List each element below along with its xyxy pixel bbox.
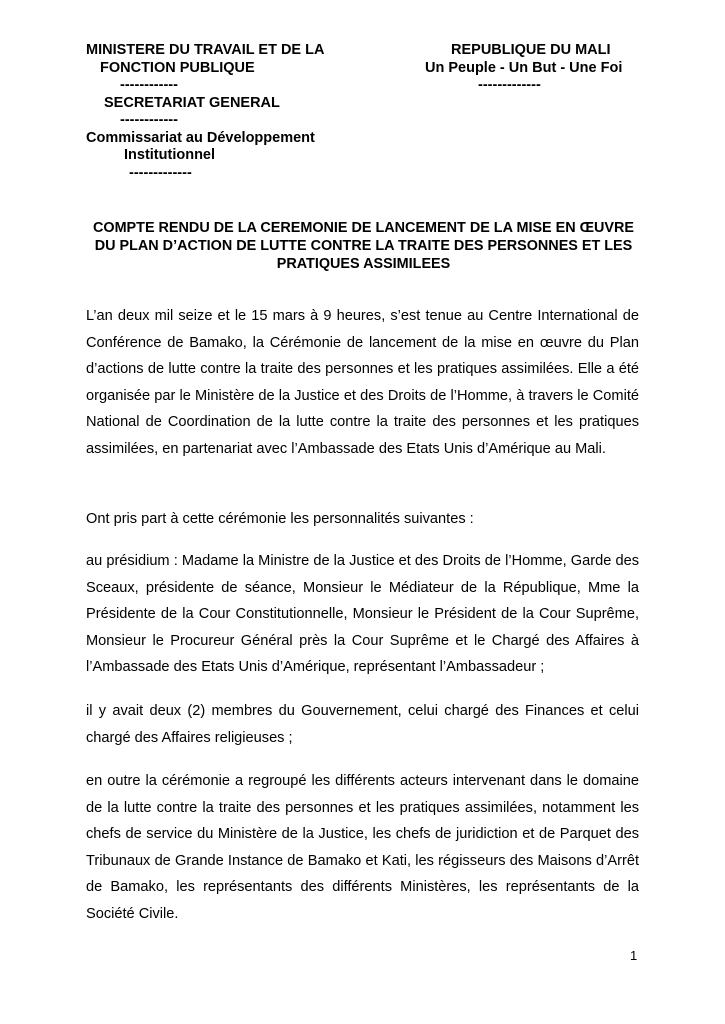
separator: ------------ [120, 112, 178, 128]
ministry-name-cont: FONCTION PUBLIQUE [100, 59, 255, 76]
body-paragraph: en outre la cérémonie a regroupé les différents acteurs intervenant dans le domaine de la lutte contre la traite des personnes et les pratiques assimilées, notamment les chefs de service du Ministère de la Justice, les chefs de juridiction et de Parquet des Tribunaux de Grande Instance de Bamako et Kati, les régisseurs des Maisons d’Arrêt de Bamako, les représentants des différents Ministères, les représentants de la Société Civile. [86, 773, 639, 922]
header-right-block [420, 42, 650, 95]
commissariat-label: Commissariat au Développement [86, 129, 315, 146]
national-motto: Un Peuple - Un But - Une Foi [425, 59, 623, 76]
document-title: COMPTE RENDU DE LA CEREMONIE DE LANCEMENT DE LA MISE EN ŒUVRE DU PLAN D’ACTION DE LUTTE CONTRE LA TRAITE DES PERSONNES ET LES PRATIQUES ASSIMILEES [92, 220, 634, 272]
page-number: 1 [630, 948, 638, 963]
country-name: REPUBLIQUE DU MALI [451, 42, 611, 58]
ministry-name: MINISTERE DU TRAVAIL ET DE LA [86, 42, 325, 58]
secretariat-label: SECRETARIAT GENERAL [104, 94, 280, 111]
header-left-block [86, 42, 356, 182]
body-paragraph: il y avait deux (2) membres du Gouvernement, celui chargé des Finances et celui chargé des Affaires religieuses ; [86, 703, 639, 746]
commissariat-label-cont: Institutionnel [124, 147, 216, 163]
separator: ------------- [478, 77, 541, 93]
body-paragraph: au présidium : Madame la Ministre de la Justice et des Droits de l’Homme, Garde des Sceaux, présidente de séance, Monsieur le Médiateur de la République, Mme la Présidente de la Cour Constitutionnelle, Monsieur le Président de la Cour Suprême, Monsieur le Procureur Général près la Cour Suprême et le Chargé des Affaires à l’Ambassade des Etats Unis d’Amérique, représentant l’Ambassadeur ; [86, 553, 639, 676]
separator: ------------- [129, 164, 192, 181]
body-paragraph: Ont pris part à cette cérémonie les personnalités suivantes : [86, 511, 474, 527]
separator: ------------ [120, 77, 178, 93]
body-paragraph: L’an deux mil seize et le 15 mars à 9 heures, s’est tenue au Centre International de Conférence de Bamako, la Cérémonie de lancement de la mise en œuvre du Plan d’actions de lutte contre la traite des personnes et les pratiques assimilées. Elle a été organisée par le Ministère de la Justice et des Droits de l’Homme, à travers le Comité National de Coordination de la lutte contre la traite des personnes et les pratiques assimilées, en partenariat avec l’Ambassade des Etats Unis d’Amérique au Mali. [86, 308, 639, 457]
